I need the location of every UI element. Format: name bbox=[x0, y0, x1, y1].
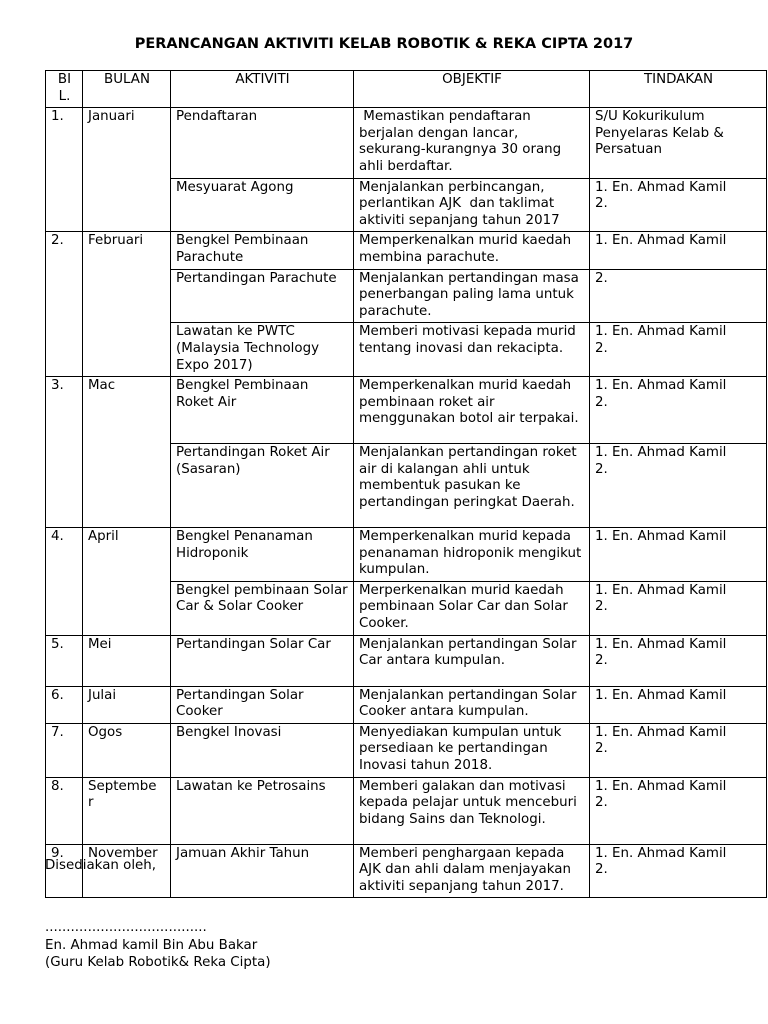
activity-plan-table bbox=[45, 70, 767, 898]
cell-objektif: Memperkenalkan murid kaedah pembinaan roket air menggunakan botol air terpakai. bbox=[354, 377, 590, 444]
cell-tindakan: 1. En. Ahmad Kamil bbox=[590, 686, 767, 723]
table-row bbox=[46, 723, 767, 777]
header-objektif: OBJEKTIF bbox=[354, 71, 590, 108]
cell-objektif: Memastikan pendaftaran berjalan dengan lancar, sekurang-kurangnya 30 orang ahli berdaftar. bbox=[354, 108, 590, 178]
cell-bil: 7. bbox=[46, 723, 83, 777]
table-row bbox=[46, 528, 767, 582]
cell-tindakan: 1. En. Ahmad Kamil 2. bbox=[590, 178, 767, 232]
cell-bulan: Mac bbox=[83, 377, 171, 528]
cell-bulan: Septembe r bbox=[83, 777, 171, 844]
cell-aktiviti: Bengkel Pembinaan Roket Air bbox=[171, 377, 354, 444]
cell-tindakan: 1. En. Ahmad Kamil 2. bbox=[590, 581, 767, 635]
cell-aktiviti: Bengkel Pembinaan Parachute bbox=[171, 232, 354, 269]
cell-objektif: Memberi penghargaan kepada AJK dan ahli dalam menjayakan aktiviti sepanjang tahun 2017. bbox=[354, 844, 590, 898]
cell-bil: 1. bbox=[46, 108, 83, 232]
cell-bulan: Mei bbox=[83, 635, 171, 686]
cell-bulan: Julai bbox=[83, 686, 171, 723]
signature-line: ...................................... bbox=[45, 920, 207, 935]
cell-objektif: Menjalankan pertandingan roket air di kalangan ahli untuk membentuk pasukan ke pertandingan peringkat Daerah. bbox=[354, 444, 590, 528]
cell-aktiviti: Jamuan Akhir Tahun bbox=[171, 844, 354, 898]
cell-tindakan: 1. En. Ahmad Kamil 2. bbox=[590, 635, 767, 686]
header-bil-text: BI L. bbox=[57, 72, 72, 104]
cell-tindakan: 2. bbox=[590, 269, 767, 323]
cell-aktiviti: Pendaftaran bbox=[171, 108, 354, 178]
cell-aktiviti: Bengkel pembinaan Solar Car & Solar Cooker bbox=[171, 581, 354, 635]
cell-aktiviti: Bengkel Inovasi bbox=[171, 723, 354, 777]
cell-aktiviti: Lawatan ke PWTC (Malaysia Technology Expo 2017) bbox=[171, 323, 354, 377]
cell-aktiviti: Lawatan ke Petrosains bbox=[171, 777, 354, 844]
cell-bil: 2. bbox=[46, 232, 83, 377]
header-bil bbox=[46, 71, 83, 108]
table-row bbox=[46, 232, 767, 269]
table-row bbox=[46, 108, 767, 178]
cell-bil: 4. bbox=[46, 528, 83, 636]
cell-objektif: Merperkenalkan murid kaedah pembinaan Solar Car dan Solar Cooker. bbox=[354, 581, 590, 635]
cell-tindakan: 1. En. Ahmad Kamil 2. bbox=[590, 377, 767, 444]
cell-tindakan: 1. En. Ahmad Kamil 2. bbox=[590, 723, 767, 777]
cell-tindakan: 1. En. Ahmad Kamil bbox=[590, 232, 767, 269]
cell-aktiviti: Bengkel Penanaman Hidroponik bbox=[171, 528, 354, 582]
cell-bil: 6. bbox=[46, 686, 83, 723]
cell-objektif: Menjalankan pertandingan Solar Cooker antara kumpulan. bbox=[354, 686, 590, 723]
cell-objektif: Memberi motivasi kepada murid tentang inovasi dan rekacipta. bbox=[354, 323, 590, 377]
cell-bil: 9. bbox=[46, 844, 83, 898]
cell-bulan: November bbox=[83, 844, 171, 898]
header-aktiviti: AKTIVITI bbox=[171, 71, 354, 108]
cell-tindakan: 1. En. Ahmad Kamil 2. bbox=[590, 777, 767, 844]
cell-objektif: Memberi galakan dan motivasi kepada pelajar untuk menceburi bidang Sains dan Teknologi. bbox=[354, 777, 590, 844]
header-bulan: BULAN bbox=[83, 71, 171, 108]
table-row bbox=[46, 377, 767, 444]
cell-tindakan: 1. En. Ahmad Kamil 2. bbox=[590, 844, 767, 898]
cell-tindakan: 1. En. Ahmad Kamil bbox=[590, 528, 767, 582]
cell-objektif: Memperkenalkan murid kepada penanaman hidroponik mengikut kumpulan. bbox=[354, 528, 590, 582]
table-row bbox=[46, 686, 767, 723]
cell-objektif: Menjalankan pertandingan Solar Car antara kumpulan. bbox=[354, 635, 590, 686]
header-tindakan: TINDAKAN bbox=[590, 71, 767, 108]
cell-bil: 3. bbox=[46, 377, 83, 528]
cell-objektif: Menjalankan perbincangan, perlantikan AJK dan taklimat aktiviti sepanjang tahun 2017 bbox=[354, 178, 590, 232]
table-header-row bbox=[46, 71, 767, 108]
cell-objektif: Menyediakan kumpulan untuk persediaan ke pertandingan Inovasi tahun 2018. bbox=[354, 723, 590, 777]
cell-tindakan: S/U Kokurikulum Penyelaras Kelab & Persatuan bbox=[590, 108, 767, 178]
cell-bulan: Ogos bbox=[83, 723, 171, 777]
cell-bulan: Februari bbox=[83, 232, 171, 377]
cell-bil: 8. bbox=[46, 777, 83, 844]
cell-tindakan: 1. En. Ahmad Kamil 2. bbox=[590, 444, 767, 528]
cell-bil: 5. bbox=[46, 635, 83, 686]
signatory-name: En. Ahmad kamil Bin Abu Bakar bbox=[45, 938, 258, 953]
cell-objektif: Memperkenalkan murid kaedah membina parachute. bbox=[354, 232, 590, 269]
cell-aktiviti: Mesyuarat Agong bbox=[171, 178, 354, 232]
signatory-role: (Guru Kelab Robotik& Reka Cipta) bbox=[45, 955, 271, 970]
table-row bbox=[46, 635, 767, 686]
cell-aktiviti: Pertandingan Roket Air (Sasaran) bbox=[171, 444, 354, 528]
cell-aktiviti: Pertandingan Solar Cooker bbox=[171, 686, 354, 723]
table-row bbox=[46, 777, 767, 844]
cell-bulan: Januari bbox=[83, 108, 171, 232]
cell-aktiviti: Pertandingan Parachute bbox=[171, 269, 354, 323]
cell-objektif: Menjalankan pertandingan masa penerbangan paling lama untuk parachute. bbox=[354, 269, 590, 323]
cell-tindakan: 1. En. Ahmad Kamil 2. bbox=[590, 323, 767, 377]
document-title: PERANCANGAN AKTIVITI KELAB ROBOTIK & REKA CIPTA 2017 bbox=[134, 36, 634, 52]
cell-bulan: April bbox=[83, 528, 171, 636]
cell-aktiviti: Pertandingan Solar Car bbox=[171, 635, 354, 686]
prepared-by-label: Disediakan oleh, bbox=[45, 858, 157, 873]
